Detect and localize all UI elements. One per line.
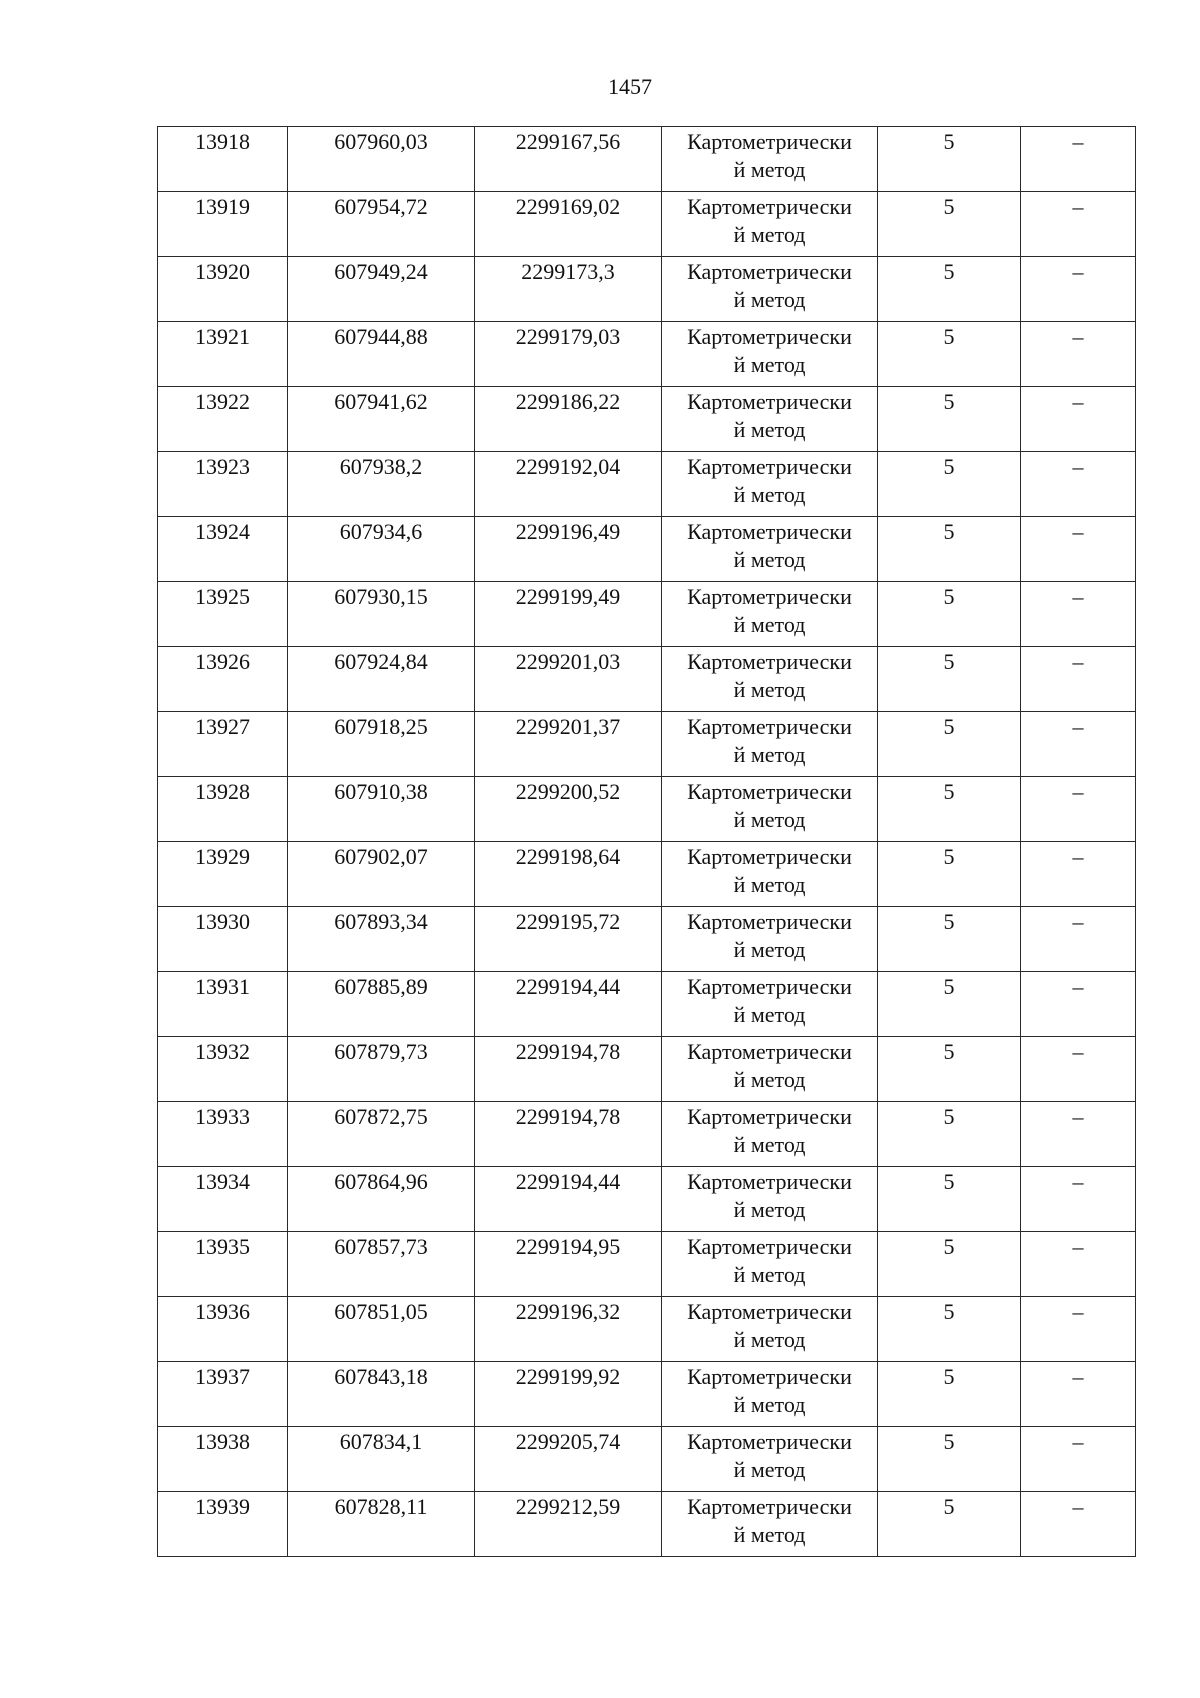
method-text-line: й метод xyxy=(733,937,806,962)
table-row xyxy=(158,1492,1136,1557)
coordinates-table-body xyxy=(158,127,1136,1557)
method-text-line: й метод xyxy=(733,1132,806,1157)
x-coordinate-cell: 607885,89 xyxy=(288,972,475,1037)
table-row xyxy=(158,1167,1136,1232)
method-cell xyxy=(662,842,878,907)
x-coordinate-cell: 607879,73 xyxy=(288,1037,475,1102)
note-cell: – xyxy=(1021,1297,1136,1362)
accuracy-cell: 5 xyxy=(878,1037,1021,1102)
accuracy-cell: 5 xyxy=(878,1427,1021,1492)
method-cell xyxy=(662,582,878,647)
method-text-line: й метод xyxy=(733,352,806,377)
table-row xyxy=(158,192,1136,257)
note-cell: – xyxy=(1021,712,1136,777)
y-coordinate-cell: 2299201,37 xyxy=(475,712,662,777)
point-number-cell: 13921 xyxy=(158,322,288,387)
y-coordinate-cell: 2299198,64 xyxy=(475,842,662,907)
x-coordinate-cell: 607918,25 xyxy=(288,712,475,777)
method-text-line: Картометрически xyxy=(687,519,852,544)
x-coordinate-cell: 607843,18 xyxy=(288,1362,475,1427)
x-coordinate-cell: 607864,96 xyxy=(288,1167,475,1232)
method-text-line: Картометрически xyxy=(687,389,852,414)
accuracy-cell: 5 xyxy=(878,387,1021,452)
y-coordinate-cell: 2299194,44 xyxy=(475,972,662,1037)
method-text-line: Картометрически xyxy=(687,1364,852,1389)
method-cell xyxy=(662,322,878,387)
table-row xyxy=(158,1037,1136,1102)
table-row xyxy=(158,1362,1136,1427)
x-coordinate-cell: 607834,1 xyxy=(288,1427,475,1492)
point-number-cell: 13932 xyxy=(158,1037,288,1102)
accuracy-cell: 5 xyxy=(878,322,1021,387)
method-text-line: й метод xyxy=(733,1392,806,1417)
point-number-cell: 13925 xyxy=(158,582,288,647)
point-number-cell: 13934 xyxy=(158,1167,288,1232)
accuracy-cell: 5 xyxy=(878,1297,1021,1362)
point-number-cell: 13922 xyxy=(158,387,288,452)
accuracy-cell: 5 xyxy=(878,582,1021,647)
x-coordinate-cell: 607960,03 xyxy=(288,127,475,192)
method-cell xyxy=(662,192,878,257)
table-row xyxy=(158,712,1136,777)
point-number-cell: 13930 xyxy=(158,907,288,972)
note-cell: – xyxy=(1021,452,1136,517)
note-cell: – xyxy=(1021,647,1136,712)
point-number-cell: 13931 xyxy=(158,972,288,1037)
method-text-line: й метод xyxy=(733,157,806,182)
method-text-line: Картометрически xyxy=(687,1234,852,1259)
accuracy-cell: 5 xyxy=(878,127,1021,192)
point-number-cell: 13919 xyxy=(158,192,288,257)
method-cell xyxy=(662,647,878,712)
y-coordinate-cell: 2299169,02 xyxy=(475,192,662,257)
method-text-line: й метод xyxy=(733,547,806,572)
accuracy-cell: 5 xyxy=(878,647,1021,712)
accuracy-cell: 5 xyxy=(878,1102,1021,1167)
method-text-line: Картометрически xyxy=(687,194,852,219)
y-coordinate-cell: 2299199,92 xyxy=(475,1362,662,1427)
method-text-line: й метод xyxy=(733,872,806,897)
method-text-line: й метод xyxy=(733,1457,806,1482)
accuracy-cell: 5 xyxy=(878,1167,1021,1232)
x-coordinate-cell: 607851,05 xyxy=(288,1297,475,1362)
method-cell xyxy=(662,1492,878,1557)
accuracy-cell: 5 xyxy=(878,192,1021,257)
note-cell: – xyxy=(1021,517,1136,582)
table-row xyxy=(158,582,1136,647)
method-text-line: й метод xyxy=(733,1522,806,1547)
table-row xyxy=(158,1297,1136,1362)
y-coordinate-cell: 2299192,04 xyxy=(475,452,662,517)
y-coordinate-cell: 2299205,74 xyxy=(475,1427,662,1492)
accuracy-cell: 5 xyxy=(878,777,1021,842)
table-row xyxy=(158,1102,1136,1167)
y-coordinate-cell: 2299167,56 xyxy=(475,127,662,192)
method-cell xyxy=(662,1297,878,1362)
method-cell xyxy=(662,777,878,842)
x-coordinate-cell: 607954,72 xyxy=(288,192,475,257)
method-cell xyxy=(662,1232,878,1297)
point-number-cell: 13938 xyxy=(158,1427,288,1492)
method-cell xyxy=(662,452,878,517)
method-cell xyxy=(662,127,878,192)
table-row xyxy=(158,907,1136,972)
method-text-line: Картометрически xyxy=(687,649,852,674)
note-cell: – xyxy=(1021,842,1136,907)
point-number-cell: 13924 xyxy=(158,517,288,582)
y-coordinate-cell: 2299194,78 xyxy=(475,1102,662,1167)
x-coordinate-cell: 607941,62 xyxy=(288,387,475,452)
note-cell: – xyxy=(1021,1037,1136,1102)
table-row xyxy=(158,1427,1136,1492)
point-number-cell: 13928 xyxy=(158,777,288,842)
x-coordinate-cell: 607930,15 xyxy=(288,582,475,647)
note-cell: – xyxy=(1021,1232,1136,1297)
note-cell: – xyxy=(1021,1427,1136,1492)
point-number-cell: 13927 xyxy=(158,712,288,777)
note-cell: – xyxy=(1021,127,1136,192)
method-cell xyxy=(662,257,878,322)
method-text-line: Картометрически xyxy=(687,584,852,609)
table-row xyxy=(158,777,1136,842)
method-cell xyxy=(662,972,878,1037)
note-cell: – xyxy=(1021,1167,1136,1232)
note-cell: – xyxy=(1021,1362,1136,1427)
coordinates-table xyxy=(157,126,1136,1557)
y-coordinate-cell: 2299196,32 xyxy=(475,1297,662,1362)
accuracy-cell: 5 xyxy=(878,1232,1021,1297)
note-cell: – xyxy=(1021,582,1136,647)
point-number-cell: 13918 xyxy=(158,127,288,192)
method-text-line: Картометрически xyxy=(687,454,852,479)
table-row xyxy=(158,517,1136,582)
y-coordinate-cell: 2299173,3 xyxy=(475,257,662,322)
note-cell: – xyxy=(1021,1492,1136,1557)
method-text-line: й метод xyxy=(733,742,806,767)
method-text-line: й метод xyxy=(733,1327,806,1352)
x-coordinate-cell: 607902,07 xyxy=(288,842,475,907)
method-text-line: Картометрически xyxy=(687,714,852,739)
note-cell: – xyxy=(1021,777,1136,842)
accuracy-cell: 5 xyxy=(878,972,1021,1037)
method-cell xyxy=(662,387,878,452)
method-text-line: Картометрически xyxy=(687,1299,852,1324)
x-coordinate-cell: 607944,88 xyxy=(288,322,475,387)
method-cell xyxy=(662,1102,878,1167)
table-row xyxy=(158,257,1136,322)
method-text-line: Картометрически xyxy=(687,1429,852,1454)
x-coordinate-cell: 607949,24 xyxy=(288,257,475,322)
note-cell: – xyxy=(1021,387,1136,452)
table-row xyxy=(158,1232,1136,1297)
accuracy-cell: 5 xyxy=(878,517,1021,582)
y-coordinate-cell: 2299201,03 xyxy=(475,647,662,712)
x-coordinate-cell: 607857,73 xyxy=(288,1232,475,1297)
accuracy-cell: 5 xyxy=(878,1362,1021,1427)
method-text-line: Картометрически xyxy=(687,1039,852,1064)
accuracy-cell: 5 xyxy=(878,712,1021,777)
method-text-line: Картометрически xyxy=(687,974,852,999)
point-number-cell: 13939 xyxy=(158,1492,288,1557)
method-cell xyxy=(662,907,878,972)
y-coordinate-cell: 2299194,44 xyxy=(475,1167,662,1232)
y-coordinate-cell: 2299195,72 xyxy=(475,907,662,972)
point-number-cell: 13923 xyxy=(158,452,288,517)
y-coordinate-cell: 2299194,95 xyxy=(475,1232,662,1297)
method-text-line: й метод xyxy=(733,417,806,442)
y-coordinate-cell: 2299199,49 xyxy=(475,582,662,647)
method-cell xyxy=(662,1427,878,1492)
method-cell xyxy=(662,517,878,582)
point-number-cell: 13935 xyxy=(158,1232,288,1297)
table-row xyxy=(158,387,1136,452)
table-row xyxy=(158,972,1136,1037)
table-row xyxy=(158,452,1136,517)
point-number-cell: 13933 xyxy=(158,1102,288,1167)
point-number-cell: 13929 xyxy=(158,842,288,907)
method-text-line: й метод xyxy=(733,612,806,637)
method-cell xyxy=(662,1167,878,1232)
table-row xyxy=(158,647,1136,712)
y-coordinate-cell: 2299196,49 xyxy=(475,517,662,582)
accuracy-cell: 5 xyxy=(878,452,1021,517)
accuracy-cell: 5 xyxy=(878,842,1021,907)
note-cell: – xyxy=(1021,1102,1136,1167)
method-text-line: й метод xyxy=(733,287,806,312)
method-text-line: Картометрически xyxy=(687,779,852,804)
y-coordinate-cell: 2299200,52 xyxy=(475,777,662,842)
note-cell: – xyxy=(1021,322,1136,387)
point-number-cell: 13926 xyxy=(158,647,288,712)
method-text-line: й метод xyxy=(733,1067,806,1092)
note-cell: – xyxy=(1021,192,1136,257)
y-coordinate-cell: 2299194,78 xyxy=(475,1037,662,1102)
method-text-line: Картометрически xyxy=(687,1169,852,1194)
x-coordinate-cell: 607938,2 xyxy=(288,452,475,517)
method-text-line: Картометрически xyxy=(687,909,852,934)
y-coordinate-cell: 2299179,03 xyxy=(475,322,662,387)
x-coordinate-cell: 607828,11 xyxy=(288,1492,475,1557)
point-number-cell: 13936 xyxy=(158,1297,288,1362)
note-cell: – xyxy=(1021,907,1136,972)
method-text-line: й метод xyxy=(733,1197,806,1222)
method-text-line: й метод xyxy=(733,222,806,247)
method-cell xyxy=(662,712,878,777)
method-text-line: й метод xyxy=(733,482,806,507)
method-text-line: й метод xyxy=(733,1002,806,1027)
point-number-cell: 13937 xyxy=(158,1362,288,1427)
method-cell xyxy=(662,1037,878,1102)
x-coordinate-cell: 607893,34 xyxy=(288,907,475,972)
page-number: 1457 xyxy=(608,74,652,99)
x-coordinate-cell: 607872,75 xyxy=(288,1102,475,1167)
accuracy-cell: 5 xyxy=(878,257,1021,322)
point-number-cell: 13920 xyxy=(158,257,288,322)
method-text-line: й метод xyxy=(733,1262,806,1287)
accuracy-cell: 5 xyxy=(878,1492,1021,1557)
y-coordinate-cell: 2299212,59 xyxy=(475,1492,662,1557)
method-text-line: й метод xyxy=(733,807,806,832)
x-coordinate-cell: 607934,6 xyxy=(288,517,475,582)
x-coordinate-cell: 607924,84 xyxy=(288,647,475,712)
method-text-line: Картометрически xyxy=(687,844,852,869)
table-row xyxy=(158,127,1136,192)
method-text-line: Картометрически xyxy=(687,259,852,284)
note-cell: – xyxy=(1021,257,1136,322)
table-row xyxy=(158,322,1136,387)
method-text-line: Картометрически xyxy=(687,324,852,349)
table-row xyxy=(158,842,1136,907)
method-text-line: й метод xyxy=(733,677,806,702)
method-cell xyxy=(662,1362,878,1427)
x-coordinate-cell: 607910,38 xyxy=(288,777,475,842)
note-cell: – xyxy=(1021,972,1136,1037)
y-coordinate-cell: 2299186,22 xyxy=(475,387,662,452)
method-text-line: Картометрически xyxy=(687,1494,852,1519)
method-text-line: Картометрически xyxy=(687,129,852,154)
accuracy-cell: 5 xyxy=(878,907,1021,972)
method-text-line: Картометрически xyxy=(687,1104,852,1129)
